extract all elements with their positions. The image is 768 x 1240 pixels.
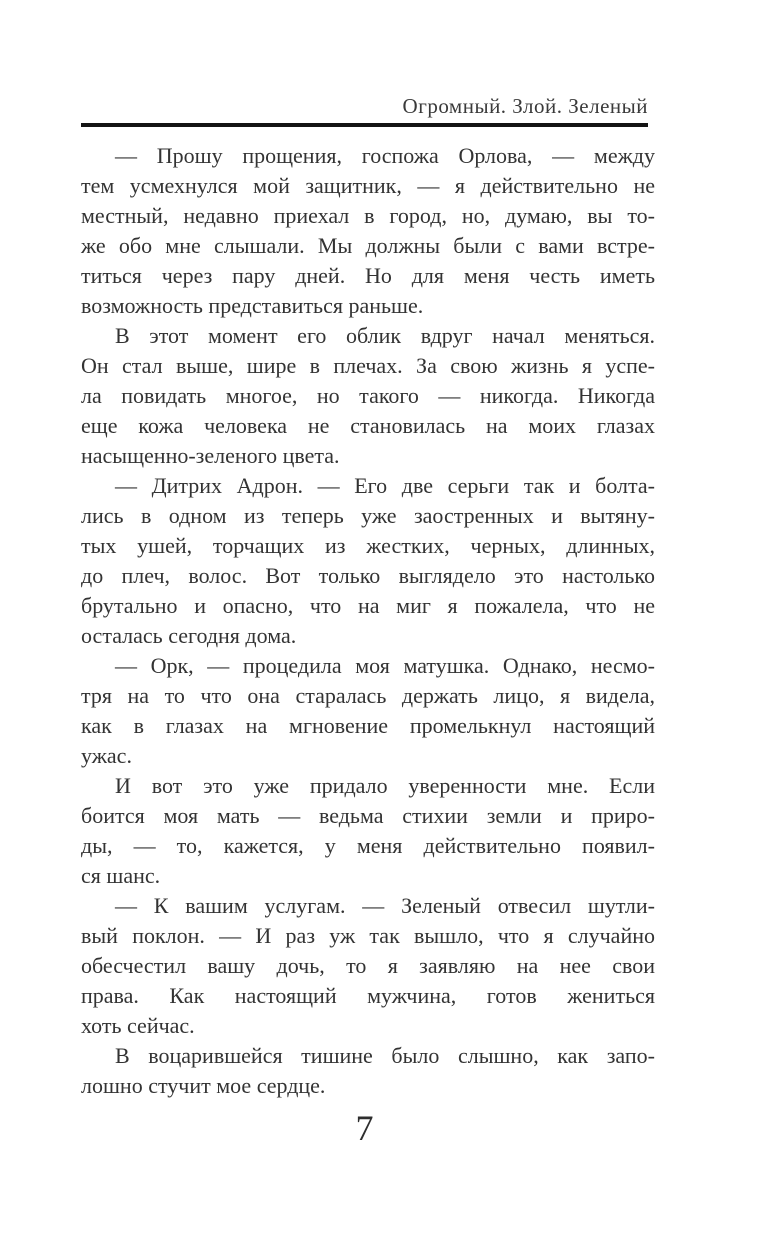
text-line: И вот это уже придало уверенности мне. Если [115, 773, 655, 798]
paragraph [81, 651, 655, 771]
paragraph [81, 771, 655, 891]
running-header [81, 93, 648, 119]
text-line: до плеч, волос. Вот только выглядело это настолько [81, 563, 655, 588]
text-line: Он стал выше, шире в плечах. За свою жизнь я успе- [81, 353, 655, 378]
text-line: как в глазах на мгновение промелькнул настоящий [81, 713, 655, 738]
text-line: — Дитрих Адрон. — Его две серьги так и болта- [115, 473, 655, 498]
header-rule [81, 123, 648, 127]
text-line: боится моя мать — ведьма стихии земли и приро- [81, 803, 655, 828]
text-line: лошно стучит мое сердце. [81, 1073, 326, 1098]
text-line: В этот момент его облик вдруг начал меняться. [115, 323, 655, 348]
text-line: тем усмехнулся мой защитник, — я действительно не [81, 173, 655, 198]
text-line: возможность представиться раньше. [81, 293, 424, 318]
text-line: ла повидать многое, но такого — никогда. Никогда [81, 383, 655, 408]
text-line: брутально и опасно, что на миг я пожалела, что не [81, 593, 655, 618]
text-line: ся шанс. [81, 863, 161, 888]
text-line: ды, — то, кажется, у меня действительно появил- [81, 833, 655, 858]
text-line: — К вашим услугам. — Зеленый отвесил шутли- [115, 893, 655, 918]
text-line: — Орк, — процедила моя матушка. Однако, несмо- [115, 653, 655, 678]
page-number: 7 [355, 1108, 374, 1148]
text-line: же обо мне слышали. Мы должны были с вами встре- [81, 233, 655, 258]
text-line: лись в одном из теперь уже заостренных и вытяну- [81, 503, 655, 528]
text-line: хоть сейчас. [81, 1013, 195, 1038]
text-line: права. Как настоящий мужчина, готов жениться [81, 983, 655, 1008]
text-line: вый поклон. — И раз уж так вышло, что я случайно [81, 923, 655, 948]
text-line: насыщенно-зеленого цвета. [81, 443, 340, 468]
text-line: — Прошу прощения, госпожа Орлова, — между [115, 143, 655, 168]
paragraph [81, 891, 655, 1041]
text-line: В воцарившейся тишине было слышно, как запо- [115, 1043, 655, 1068]
header-title: Огромный. Злой. Зеленый [402, 94, 648, 118]
text-line: еще кожа человека не становилась на моих глазах [81, 413, 655, 438]
text-line: титься через пару дней. Но для меня честь иметь [81, 263, 655, 288]
text-line: ужас. [81, 743, 132, 768]
text-line: местный, недавно приехал в город, но, думаю, вы то- [81, 203, 655, 228]
paragraph [81, 1041, 655, 1101]
paragraph [81, 141, 655, 321]
text-line: тря на то что она старалась держать лицо, я видела, [81, 683, 655, 708]
paragraph [81, 321, 655, 471]
text-line: обесчестил вашу дочь, то я заявляю на нее свои [81, 953, 655, 978]
text-line: тых ушей, торчащих из жестких, черных, длинных, [81, 533, 655, 558]
body-text [81, 141, 655, 1101]
text-line: осталась сегодня дома. [81, 623, 297, 648]
paragraph [81, 471, 655, 651]
